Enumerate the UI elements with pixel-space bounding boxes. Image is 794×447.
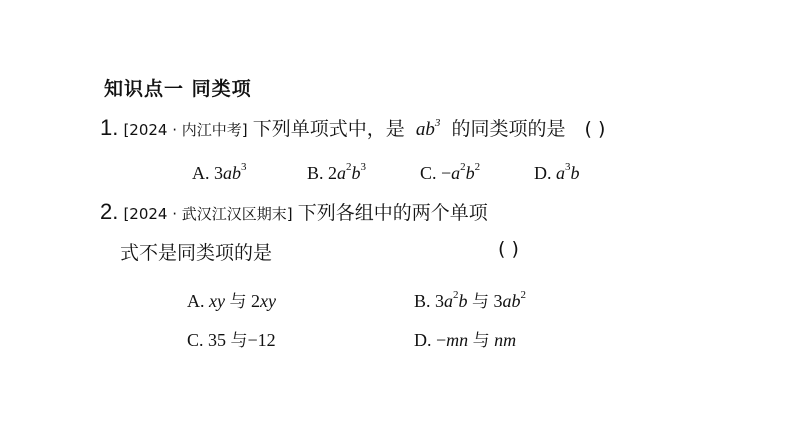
section-heading: 知识点一 同类项 [104, 78, 252, 100]
option-b [414, 287, 526, 312]
option-a [192, 163, 247, 184]
question-stem: 下列各组中的两个单项 [297, 202, 488, 224]
option-b [307, 163, 366, 184]
option-expression: xy 与 2xy [209, 291, 276, 312]
option-expression: $3ab^3$ [214, 161, 247, 183]
option-expression: $2a^2b^3$ [328, 161, 367, 183]
question-source: [2024 · 武汉江汉区期末] [123, 205, 293, 223]
question-stem-line2: 式不是同类项的是 [120, 242, 273, 264]
option-label: D. [534, 163, 552, 183]
option-expression: −mn 与 nm [436, 330, 517, 351]
option-c [187, 326, 276, 351]
option-d [534, 163, 580, 184]
question-number: 2. [100, 199, 119, 224]
option-expression: 35 与−12 [208, 330, 276, 351]
question-number: 1. [100, 115, 119, 140]
option-label: B. [307, 163, 324, 183]
stem-expression: $ab^3$ [415, 117, 441, 140]
question-stem-tail: 的同类项的是 [451, 118, 566, 140]
option-c [420, 163, 480, 184]
option-label: B. [414, 291, 431, 311]
question-stem: 下列单项式中，是 [252, 118, 405, 140]
option-expression: $a^3b$ [556, 161, 580, 183]
answer-blank: ( ) [584, 118, 606, 140]
question-2 [100, 198, 488, 225]
option-a [187, 287, 276, 312]
option-label: A. [187, 291, 205, 311]
option-label: D. [414, 330, 432, 350]
answer-blank: ( ) [498, 238, 519, 260]
option-expression: $-a^2b^2$ [441, 161, 481, 183]
option-d [414, 326, 516, 351]
question-source: [2024 · 内江中考] [123, 121, 248, 139]
question-1 [100, 114, 605, 141]
option-label: C. [420, 163, 437, 183]
option-label: A. [192, 163, 210, 183]
option-expression: $3a^2b$ 与 $3ab^2$ [435, 289, 527, 312]
option-label: C. [187, 330, 204, 350]
